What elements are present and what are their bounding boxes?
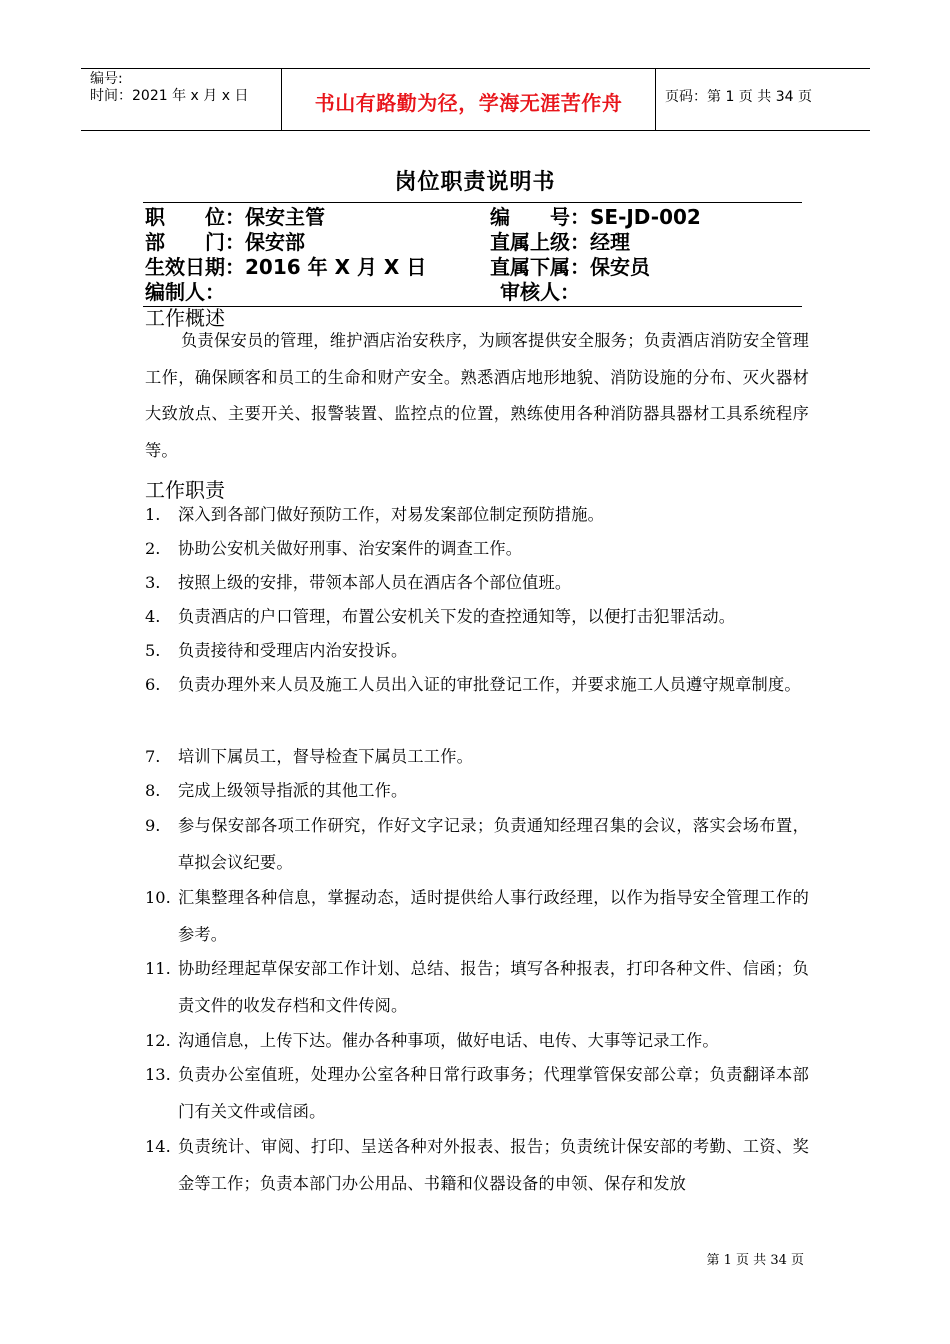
duty-number: 1. [145,505,161,524]
duty-item [145,531,809,568]
duty-text: 负责统计、审阅、打印、呈送各种对外报表、报告；负责统计保安部的考勤、工资、奖金等工作；负责本部门办公用品、书籍和仪器设备的申领、保存和发放 [178,1137,809,1193]
duty-text: 负责酒店的户口管理，布置公安机关下发的查控通知等，以便打击犯罪活动。 [178,607,736,626]
duty-item [145,565,809,602]
duty-item [145,497,809,534]
header-motto-cell [281,69,656,130]
header-info-cell [81,69,281,130]
meta-author: 编制人： [145,280,225,304]
motto-text: 书山有路勤为径，学海无涯苦作舟 [314,91,623,115]
time-label: 时间：2021 年 x 月 x 日 [90,88,249,104]
meta-reviewer: 审核人： [500,280,580,304]
meta-subordinate: 直属下属：保安员 [490,255,650,279]
overview-heading: 工作概述 [145,306,225,330]
serial-label: 编号: [90,71,123,87]
duty-text: 培训下属员工，督导检查下属员工工作。 [178,747,473,766]
meta-superior: 直属上级：经理 [490,230,630,254]
overview-text: 负责保安员的管理，维护酒店治安秩序，为顾客提供安全服务；负责酒店消防安全管理工作，确保顾客和员工的生命和财产安全。熟悉酒店地形地貌、消防设施的分布、灭火器材大致放点、主要开关、报警装置、监控点的位置，熟练使用各种消防器具器材工具系统程序等。 [145,331,809,460]
meta-rule-bottom [143,306,802,307]
duty-item [145,667,809,704]
duty-item [145,951,809,1024]
duty-text: 沟通信息，上传下达。催办各种事项，做好电话、电传、大事等记录工作。 [178,1031,719,1050]
duty-item [145,1023,809,1060]
duty-item [145,739,809,776]
duty-number: 7. [145,747,161,766]
duty-text: 汇集整理各种信息，掌握动态，适时提供给人事行政经理，以作为指导安全管理工作的参考。 [178,888,809,944]
duties-heading: 工作职责 [145,478,225,502]
header-page-cell [655,69,870,130]
page-footer: 第 1 页 共 34 页 [706,1253,804,1268]
duty-number: 5. [145,641,161,660]
meta-department: 部 门：保安部 [145,230,305,254]
duty-text: 负责办理外来人员及施工人员出入证的审批登记工作，并要求施工人员遵守规章制度。 [178,675,801,694]
duty-number: 14. [145,1137,171,1156]
duty-text: 参与保安部各项工作研究，作好文字记录；负责通知经理召集的会议，落实会场布置，草拟会议纪要。 [178,816,809,872]
duty-text: 完成上级领导指派的其他工作。 [178,781,408,800]
duty-item [145,1129,809,1202]
duty-text: 负责办公室值班，处理办公室各种日常行政事务；代理掌管保安部公章；负责翻译本部门有关文件或信函。 [178,1065,809,1121]
duty-item [145,773,809,810]
duty-number: 13. [145,1065,171,1084]
duty-number: 10. [145,888,171,907]
document-title: 岗位职责说明书 [394,170,556,195]
duty-item [145,633,809,670]
duty-number: 8. [145,781,161,800]
duty-number: 3. [145,573,161,592]
duty-item [145,808,809,881]
meta-effective-date: 生效日期：2016 年 X 月 X 日 [145,255,427,279]
duty-item [145,599,809,636]
duty-text: 协助公安机关做好刑事、治安案件的调查工作。 [178,539,523,558]
duty-text: 协助经理起草保安部工作计划、总结、报告；填写各种报表，打印各种文件、信函；负责文件的收发存档和文件传阅。 [178,959,809,1015]
duty-number: 2. [145,539,161,558]
page-code: 页码：第 1 页 共 34 页 [665,89,812,105]
meta-code: 编 号：SE-JD-002 [490,205,701,229]
duty-number: 9. [145,816,161,835]
duty-number: 6. [145,675,161,694]
duty-text: 深入到各部门做好预防工作，对易发案部位制定预防措施。 [178,505,605,524]
duty-number: 4. [145,607,161,626]
page-header [81,68,870,131]
title-rule-top [143,202,802,203]
duty-number: 11. [145,959,171,978]
duty-text: 负责接待和受理店内治安投诉。 [178,641,408,660]
duty-text: 按照上级的安排，带领本部人员在酒店各个部位值班。 [178,573,572,592]
duty-item [145,880,809,953]
duty-number: 12. [145,1031,171,1050]
duty-item [145,1057,809,1130]
meta-position: 职 位：保安主管 [145,205,325,229]
